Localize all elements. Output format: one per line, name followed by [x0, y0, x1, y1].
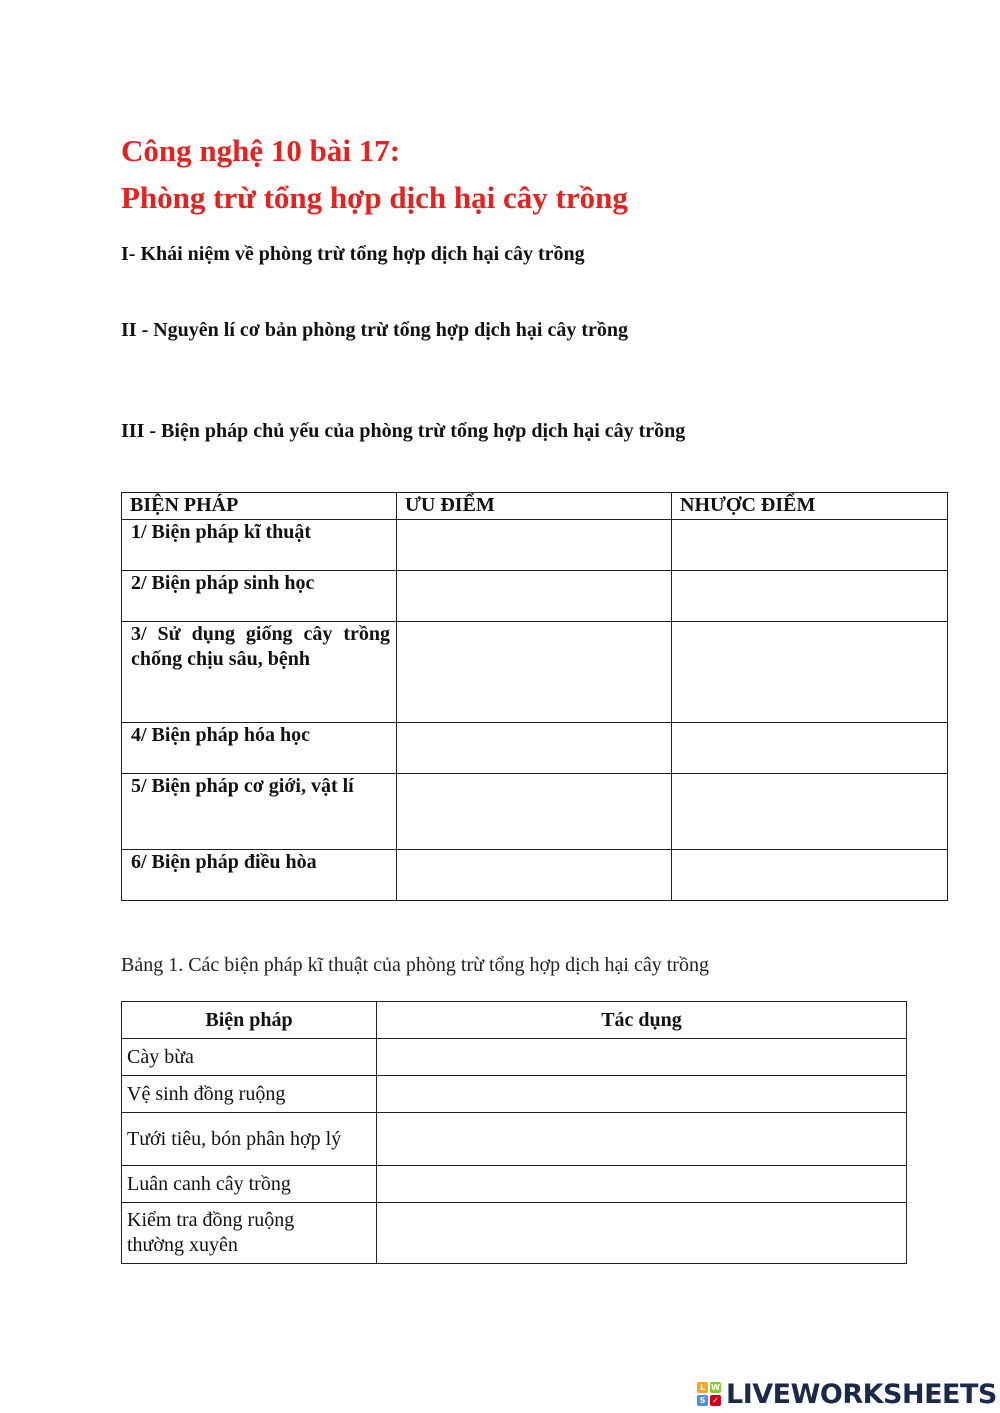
- effect-cell[interactable]: [377, 1203, 907, 1264]
- effect-cell[interactable]: [377, 1039, 907, 1076]
- table-row: [122, 622, 948, 723]
- disadvantage-cell[interactable]: [672, 850, 948, 901]
- logo-mark-icon: [697, 1382, 721, 1406]
- table-row: [122, 1113, 907, 1166]
- table-row: [122, 1166, 907, 1203]
- header-effect: Tác dụng: [377, 1002, 907, 1039]
- effect-cell[interactable]: [377, 1076, 907, 1113]
- disadvantage-cell[interactable]: [672, 774, 948, 850]
- logo-tile: S: [697, 1395, 708, 1406]
- measure-label: 1/ Biện pháp kĩ thuật: [122, 520, 397, 571]
- header-measure: BIỆN PHÁP: [122, 493, 397, 520]
- header-disadvantage: NHƯỢC ĐIỂM: [672, 493, 948, 520]
- title-line-1: Công nghệ 10 bài 17:: [121, 133, 401, 168]
- logo-text: LIVEWORKSHEETS: [726, 1378, 997, 1410]
- advantage-cell[interactable]: [397, 622, 672, 723]
- logo-tile: L: [697, 1382, 708, 1393]
- table-row: [122, 1076, 907, 1113]
- technique-label: Vệ sinh đồng ruộng: [122, 1076, 377, 1113]
- table-row: [122, 850, 948, 901]
- title-line-2: Phòng trừ tổng hợp dịch hại cây trồng: [121, 180, 628, 215]
- table-row: [122, 774, 948, 850]
- table-row: [122, 571, 948, 622]
- table-header-row: [122, 493, 948, 520]
- technique-label: Luân canh cây trồng: [122, 1166, 377, 1203]
- disadvantage-cell[interactable]: [672, 571, 948, 622]
- effect-cell[interactable]: [377, 1166, 907, 1203]
- measure-label: 4/ Biện pháp hóa học: [122, 723, 397, 774]
- section-heading-1: I- Khái niệm về phòng trừ tổng hợp dịch hại cây trồng: [121, 243, 585, 265]
- table-caption: Bảng 1. Các biện pháp kĩ thuật của phòng trừ tổng hợp dịch hại cây trồng: [121, 954, 709, 976]
- table-header-row: [122, 1002, 907, 1039]
- logo-tile: W: [711, 1383, 720, 1392]
- table-row: [122, 520, 948, 571]
- logo-tile: ✓: [710, 1395, 721, 1406]
- effect-cell[interactable]: [377, 1113, 907, 1166]
- advantage-cell[interactable]: [397, 571, 672, 622]
- measure-label: 3/ Sử dụng giống cây trồng chống chịu sâu, bệnh: [122, 622, 397, 723]
- liveworksheets-logo[interactable]: [697, 1377, 997, 1411]
- section-heading-2: II - Nguyên lí cơ bản phòng trừ tổng hợp dịch hại cây trồng: [121, 319, 629, 341]
- technique-label: Tưới tiêu, bón phân hợp lý: [122, 1113, 377, 1166]
- technique-label: Kiểm tra đồng ruộng thường xuyên: [122, 1203, 377, 1264]
- disadvantage-cell[interactable]: [672, 622, 948, 723]
- measure-label: 5/ Biện pháp cơ giới, vật lí: [122, 774, 397, 850]
- disadvantage-cell[interactable]: [672, 520, 948, 571]
- table-row: [122, 1203, 907, 1264]
- section-heading-3: III - Biện pháp chủ yếu của phòng trừ tổng hợp dịch hại cây trồng: [121, 420, 686, 442]
- technique-label: Cày bừa: [122, 1039, 377, 1076]
- measures-table: [121, 492, 948, 901]
- advantage-cell[interactable]: [397, 850, 672, 901]
- header-advantage: ƯU ĐIỂM: [397, 493, 672, 520]
- techniques-table: [121, 1001, 907, 1264]
- advantage-cell[interactable]: [397, 774, 672, 850]
- measure-label: 2/ Biện pháp sinh học: [122, 571, 397, 622]
- advantage-cell[interactable]: [397, 520, 672, 571]
- advantage-cell[interactable]: [397, 723, 672, 774]
- table-row: [122, 1039, 907, 1076]
- disadvantage-cell[interactable]: [672, 723, 948, 774]
- measure-label: 6/ Biện pháp điều hòa: [122, 850, 397, 901]
- header-technique: Biện pháp: [122, 1002, 377, 1039]
- table-row: [122, 723, 948, 774]
